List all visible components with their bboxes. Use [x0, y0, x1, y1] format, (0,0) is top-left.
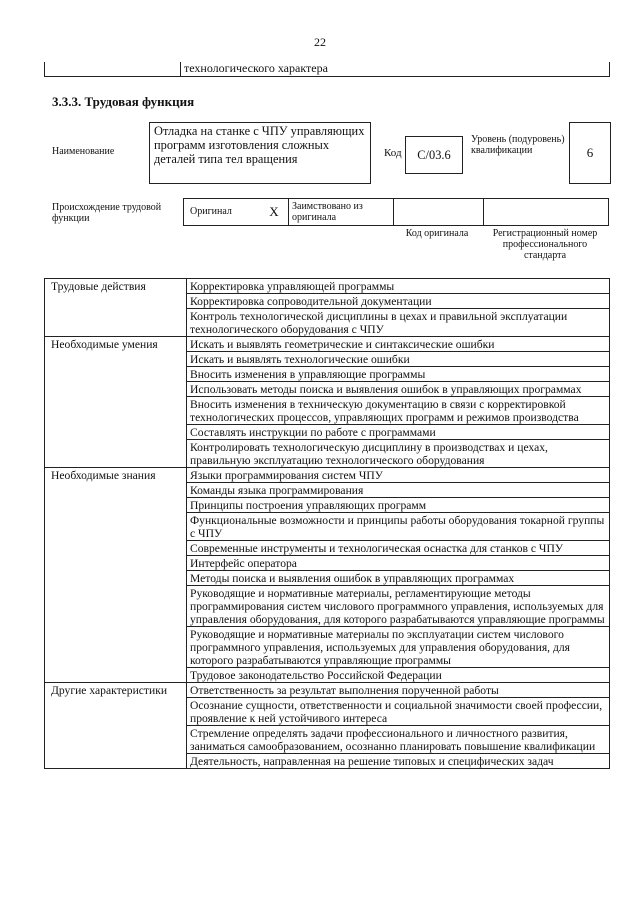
- item-cell: Команды языка программирования: [187, 483, 610, 498]
- category-cell: Трудовые действия: [45, 279, 187, 337]
- item-cell: Вносить изменения в техническую документацию в связи с корректировкой технологических процессов, управляющих программ и режимов производства: [187, 397, 610, 425]
- category-cell: Необходимые знания: [45, 468, 187, 683]
- item-cell: Осознание сущности, ответственности и социальной значимости своей профессии, проявление к ней устойчивого интереса: [187, 698, 610, 726]
- continued-table-row: [44, 62, 610, 77]
- item-cell: Деятельность, направленная на решение типовых и специфических задач: [187, 754, 610, 769]
- table-row: [45, 683, 610, 698]
- item-cell: Руководящие и нормативные материалы, регламентирующие методы программирования систем числового программного управления, используемых для управления оборудования, для которого разрабатываются управляющие программы: [187, 586, 610, 627]
- item-cell: Языки программирования систем ЧПУ: [187, 468, 610, 483]
- name-label: Наименование: [52, 146, 115, 157]
- item-cell: Вносить изменения в управляющие программы: [187, 367, 610, 382]
- labor-function-table: [44, 278, 610, 769]
- item-cell: Контролировать технологическую дисциплину в производствах и цехах, правильную эксплуатацию технологического оборудования: [187, 440, 610, 468]
- item-cell: Трудовое законодательство Российской Федерации: [187, 668, 610, 683]
- reg-number-caption: Регистрационный номер профессионального стандарта: [492, 228, 598, 261]
- item-cell: Методы поиска и выявления ошибок в управляющих программах: [187, 571, 610, 586]
- original-mark: X: [260, 199, 289, 226]
- empty-cell: [45, 62, 181, 77]
- item-cell: Составлять инструкции по работе с программами: [187, 425, 610, 440]
- table-row: [45, 279, 610, 294]
- level-label: Уровень (подуровень) квалификации: [471, 134, 565, 156]
- item-cell: Контроль технологической дисциплины в цехах и правильной эксплуатации технологического оборудования с ЧПУ: [187, 309, 610, 337]
- table-row: [45, 468, 610, 483]
- item-cell: Современные инструменты и технологическая оснастка для станков с ЧПУ: [187, 541, 610, 556]
- level-value-box: [569, 122, 611, 184]
- continued-cell-text: технологического характера: [181, 62, 610, 77]
- reg-number-cell: [484, 199, 609, 226]
- item-cell: Искать и выявлять геометрические и синтаксические ошибки: [187, 337, 610, 352]
- item-cell: Стремление определять задачи профессионального и личностного развития, заниматься самообразованием, осознанно планировать повышение квалификации: [187, 726, 610, 754]
- section-title: 3.3.3. Трудовая функция: [52, 94, 195, 109]
- code-original-caption: Код оригинала: [405, 228, 469, 239]
- page-number: 22: [314, 35, 326, 49]
- item-cell: Функциональные возможности и принципы работы оборудования токарной группы с ЧПУ: [187, 513, 610, 541]
- item-cell: Интерфейс оператора: [187, 556, 610, 571]
- code-original-cell: [394, 199, 484, 226]
- item-cell: Корректировка управляющей программы: [187, 279, 610, 294]
- level-value: 6: [586, 145, 594, 160]
- item-cell: Использовать методы поиска и выявления ошибок в управляющих программах: [187, 382, 610, 397]
- borrowed-label: Заимствовано из оригинала: [289, 199, 394, 226]
- code-value-box: [405, 136, 463, 174]
- code-label: Код: [384, 147, 402, 159]
- item-cell: Руководящие и нормативные материалы по эксплуатации систем числового программного управления, используемых для управления оборудования, для которого разрабатываются управляющие программы: [187, 627, 610, 668]
- code-value: C/03.6: [417, 148, 451, 162]
- origin-table: [183, 198, 609, 226]
- name-value-box: [149, 122, 371, 184]
- origin-label: Происхождение трудовой функции: [52, 202, 162, 224]
- category-cell: Другие характеристики: [45, 683, 187, 769]
- item-cell: Ответственность за результат выполнения порученной работы: [187, 683, 610, 698]
- item-cell: Принципы построения управляющих программ: [187, 498, 610, 513]
- table-row: [45, 337, 610, 352]
- item-cell: Корректировка сопроводительной документации: [187, 294, 610, 309]
- name-value: Отладка на станке с ЧПУ управляющих программ изготовления сложных деталей типа тел вращения: [154, 124, 365, 166]
- category-cell: Необходимые умения: [45, 337, 187, 468]
- item-cell: Искать и выявлять технологические ошибки: [187, 352, 610, 367]
- original-label: Оригинал: [184, 199, 261, 226]
